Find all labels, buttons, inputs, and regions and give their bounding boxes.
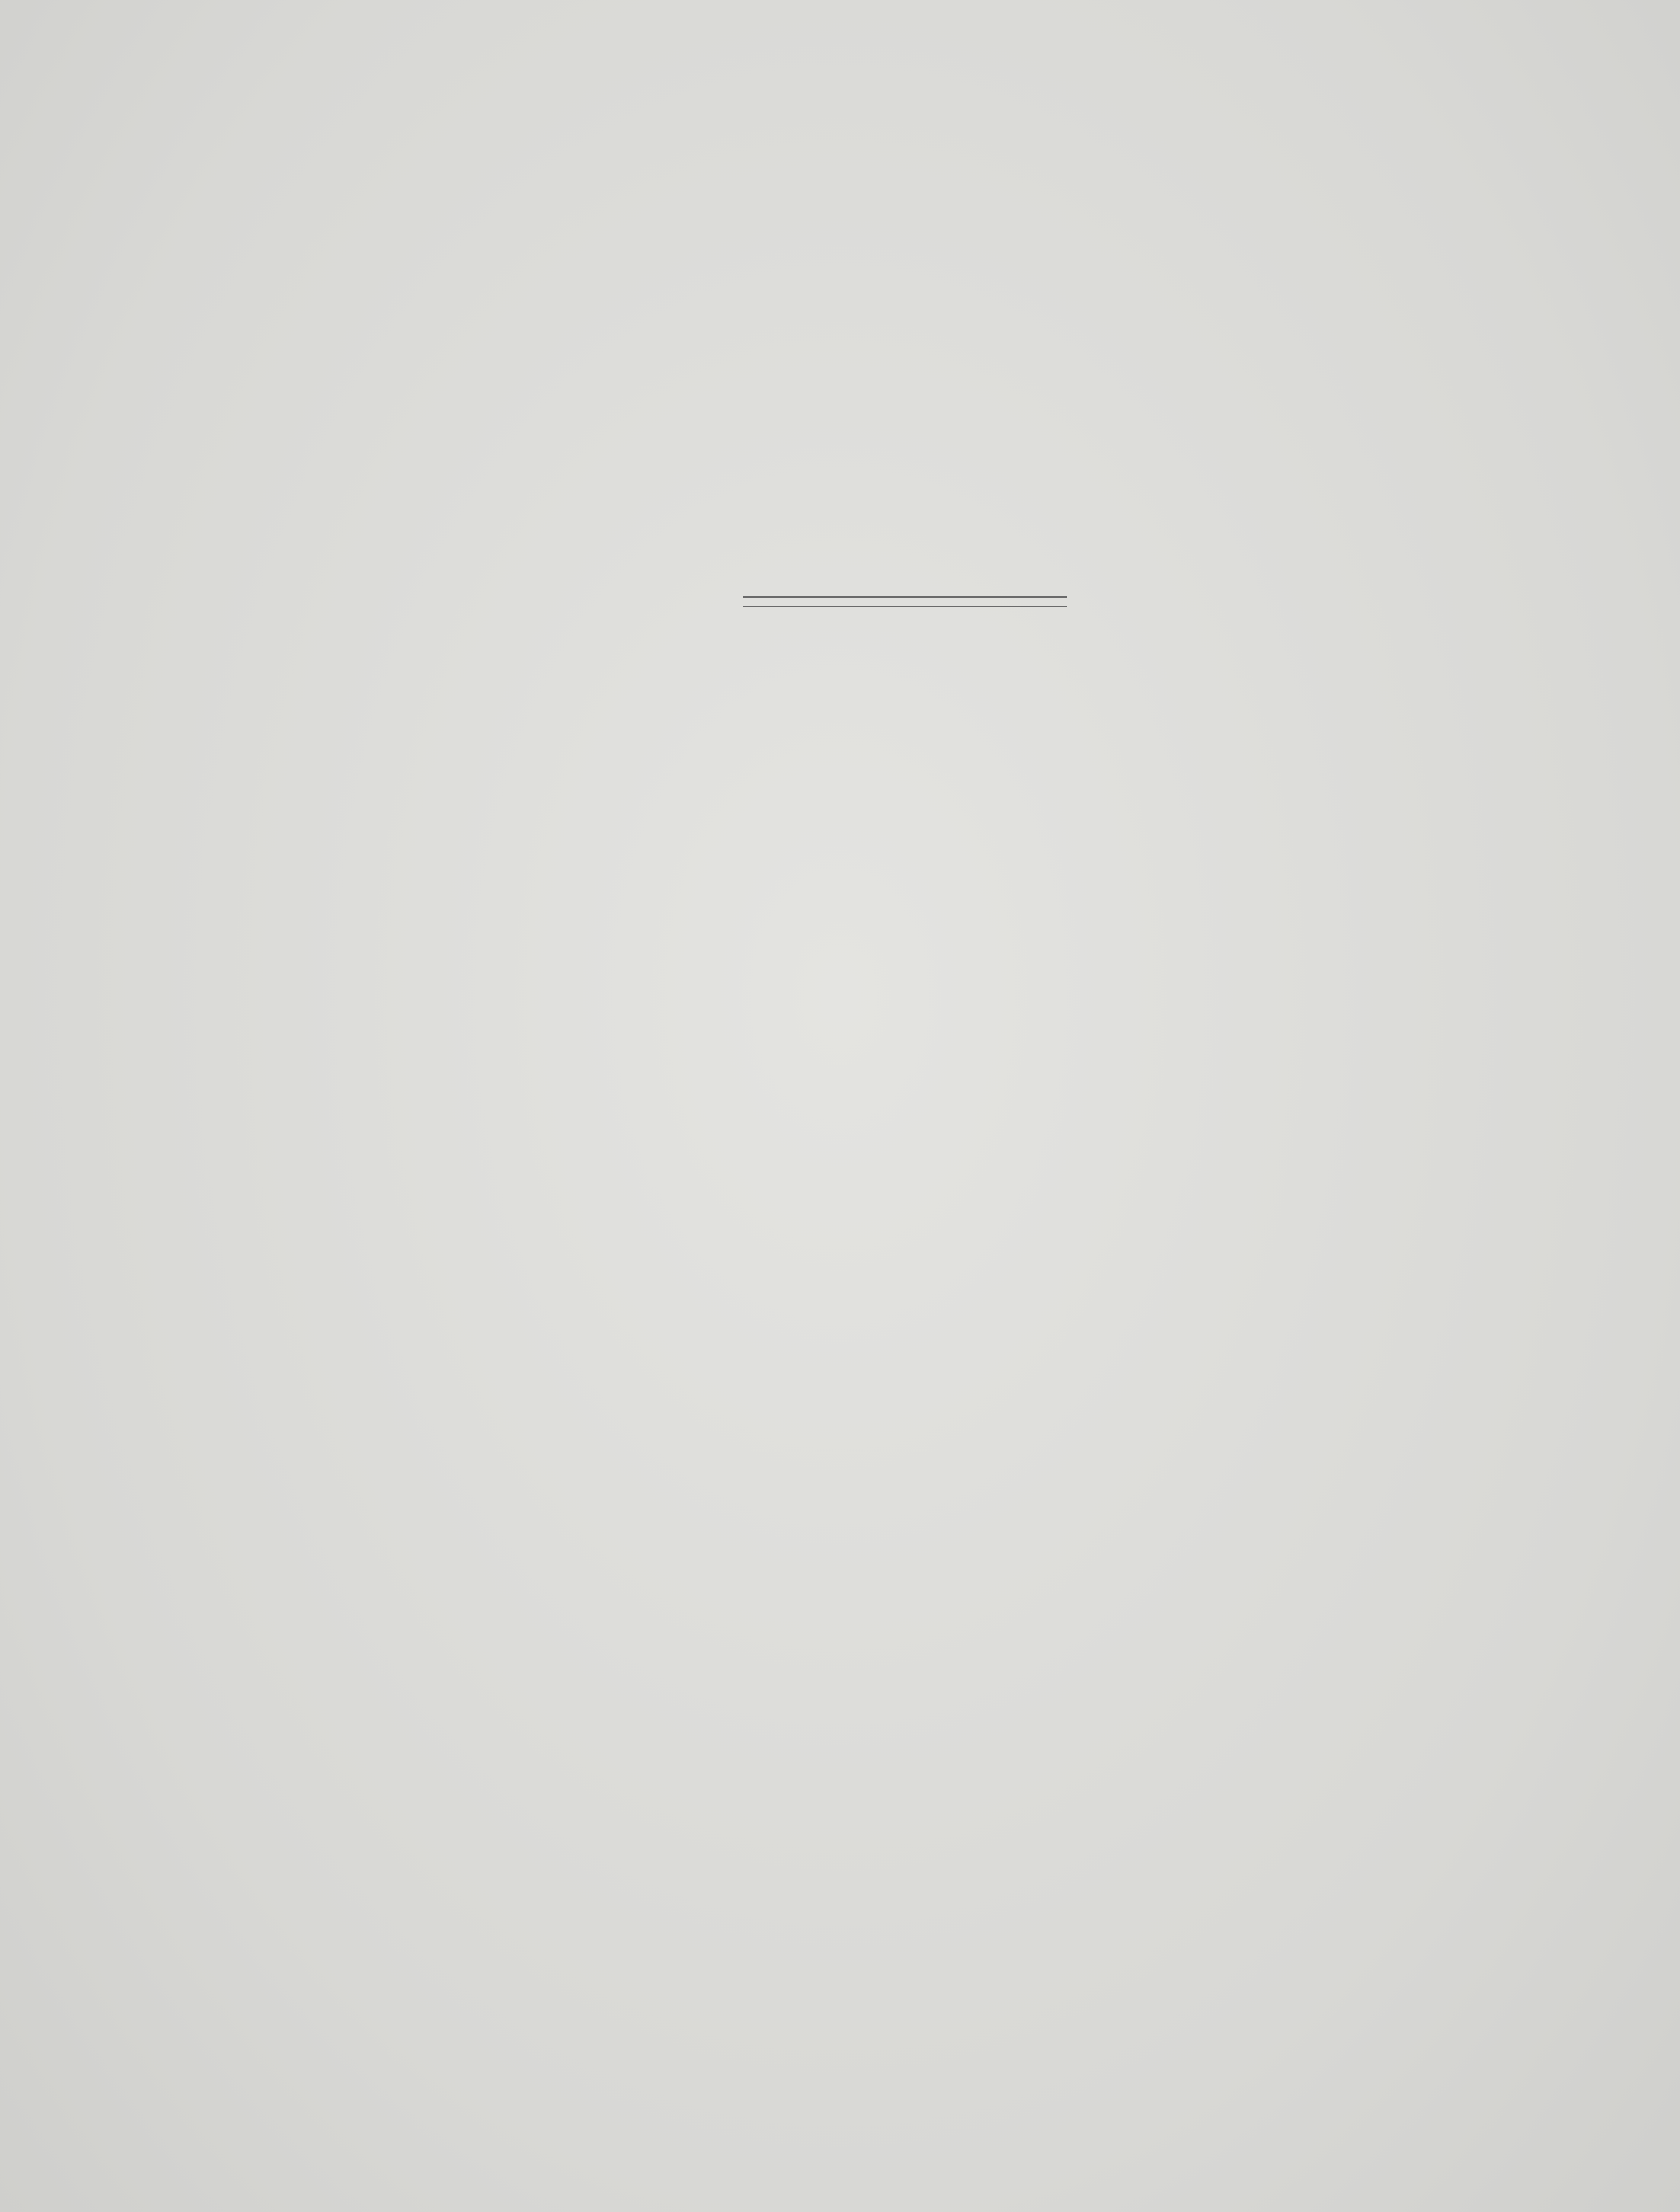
section-divider (743, 596, 1067, 607)
